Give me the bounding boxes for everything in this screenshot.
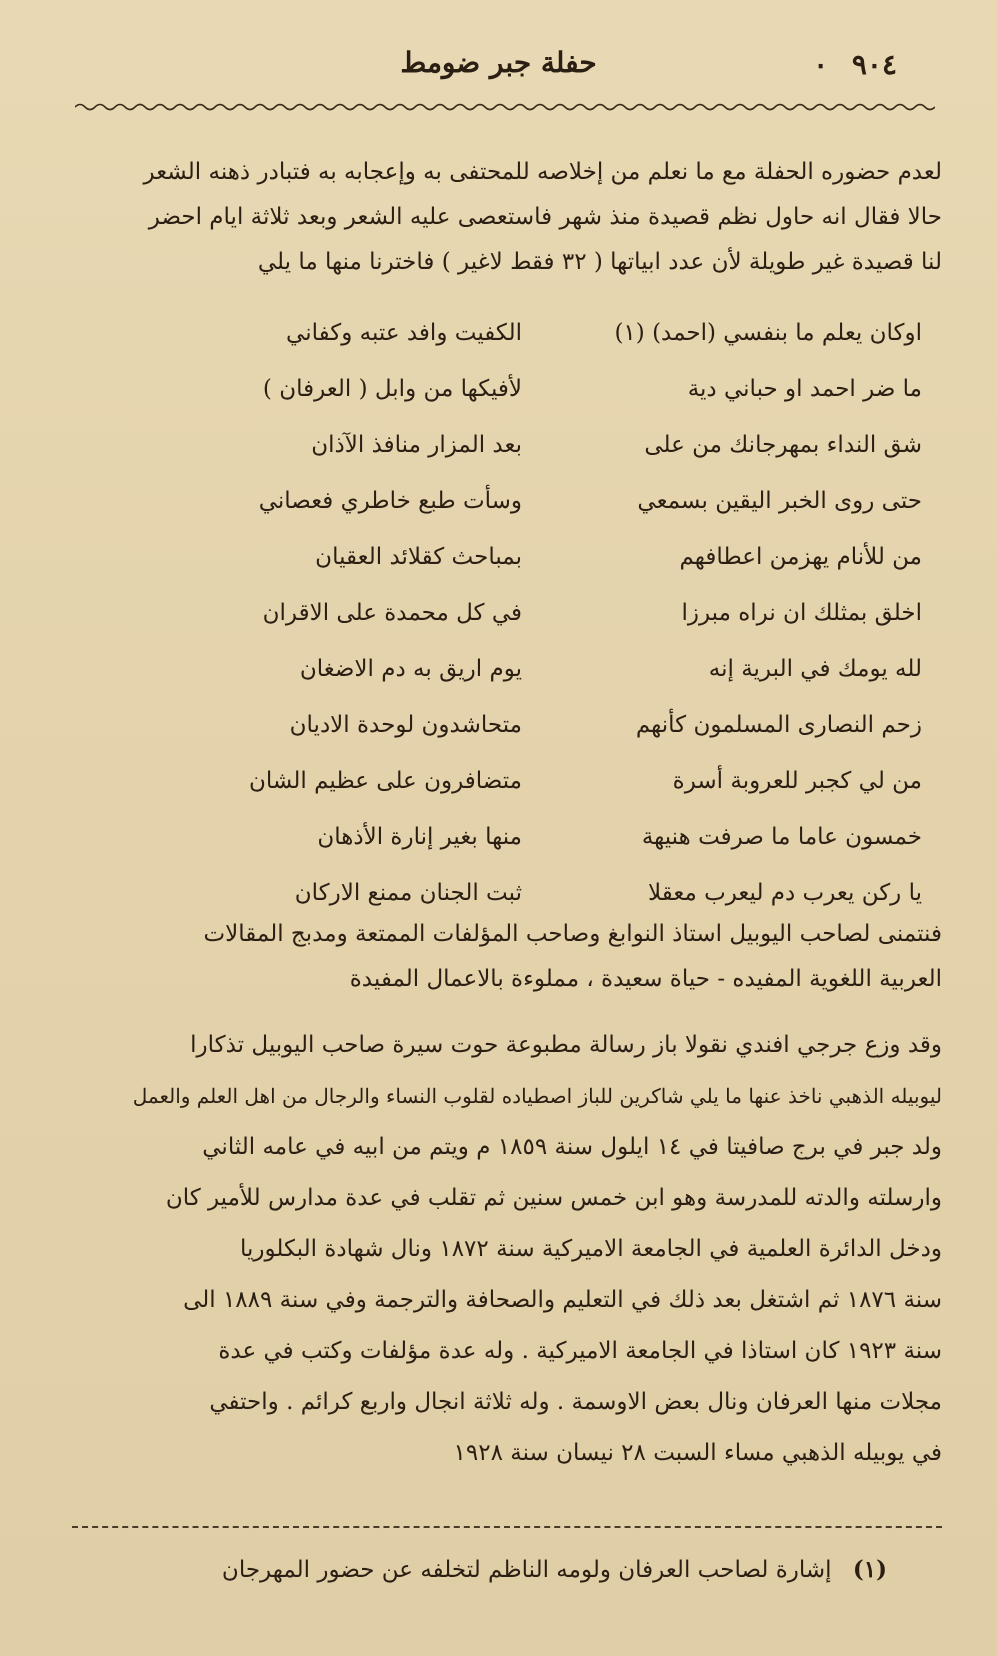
footnote-text: إشارة لصاحب العرفان ولومه الناظم لتخلفه عن حضور المهرجان (221, 1557, 832, 1583)
intro-line: لعدم حضوره الحفلة مع ما نعلم من إخلاصه للمحتفى به وإعجابه به فتبادر ذهنه الشعر (143, 159, 942, 185)
poem-verse (72, 824, 942, 880)
verse-second-hemistich: الكفيت وافد عتبه وكفاني (286, 320, 522, 346)
verse-first-hemistich: لله يومك في البرية إنه (708, 656, 922, 682)
bio-line: وقد وزع جرجي افندي نقولا باز رسالة مطبوعة حوت سيرة صاحب اليوبيل تذكارا (190, 1032, 942, 1058)
verse-first-hemistich: من لي كجبر للعروبة أسرة (672, 768, 922, 794)
verse-first-hemistich: زحم النصارى المسلمون كأنهم (635, 712, 922, 738)
verse-second-hemistich: في كل محمدة على الاقران (262, 600, 522, 626)
poem-verse (72, 768, 942, 824)
poem-verse (72, 712, 942, 768)
verse-second-hemistich: بمباحث كقلائد العقيان (315, 544, 522, 570)
bio-line: سنة ١٩٢٣ كان استاذا في الجامعة الاميركية . وله عدة مؤلفات وكتب في عدة (218, 1338, 942, 1364)
bio-line: سنة ١٨٧٦ ثم اشتغل بعد ذلك في التعليم والصحافة والترجمة وفي سنة ١٨٨٩ الى (183, 1287, 942, 1313)
verse-second-hemistich: بعد المزار منافذ الآذان (311, 432, 522, 458)
intro-line: حالا فقال انه حاول نظم قصيدة منذ شهر فاستعصى عليه الشعر وبعد ثلاثة ايام احضر (148, 204, 942, 230)
verse-first-hemistich: حتى روى الخبر اليقين بسمعي (637, 488, 922, 514)
page-number-separator: ٠ (813, 48, 829, 81)
verse-first-hemistich: يا ركن يعرب دم ليعرب معقلا (647, 880, 922, 906)
footnote-mark: (١) (852, 1556, 887, 1583)
verse-second-hemistich: لأفيكها من وابل ( العرفان ) (262, 376, 522, 402)
bio-line: ولد جبر في برج صافيتا في ١٤ ايلول سنة ١٨٥٩ م ويتم من ابيه في عامه الثاني (202, 1134, 942, 1160)
poem-verse (72, 544, 942, 600)
bio-line: وارسلته والدته للمدرسة وهو ابن خمس سنين ثم تقلب في عدة مدارس للأمير كان (165, 1185, 942, 1211)
verse-second-hemistich: منها بغير إنارة الأذهان (317, 824, 522, 850)
page-header (60, 40, 937, 90)
verse-second-hemistich: يوم اريق به دم الاضغان (299, 656, 522, 682)
intro-paragraph (72, 150, 942, 285)
running-title: حفلة جبر ضومط (400, 46, 597, 79)
footnote (222, 1556, 887, 1583)
poem-verse (72, 656, 942, 712)
verse-first-hemistich: خمسون عاما ما صرفت هنيهة (641, 824, 922, 850)
poem (72, 320, 942, 936)
bio-line: مجلات منها العرفان ونال بعض الاوسمة . وله ثلاثة انجال واربع كرائم . واحتفي (209, 1389, 942, 1415)
bio-line: ليوبيله الذهبي ناخذ عنها ما يلي شاكرين للباز اصطياده لقلوب النساء والرجال من اهل العلم والعمل (132, 1084, 942, 1108)
verse-first-hemistich: اخلق بمثلك ان نراه مبرزا (681, 600, 922, 626)
bio-line: ودخل الدائرة العلمية في الجامعة الاميركية سنة ١٨٧٢ ونال شهادة البكلوريا (239, 1236, 942, 1262)
page-number-value: ٩٠٤ (851, 48, 897, 81)
poem-verse (72, 432, 942, 488)
poem-verse (72, 488, 942, 544)
poem-verse (72, 600, 942, 656)
header-wavy-rule (75, 100, 935, 114)
biography-paragraph (72, 1020, 942, 1479)
bio-line: في يوبيله الذهبي مساء السبت ٢٨ نيسان سنة ١٩٢٨ (453, 1440, 942, 1466)
footnote-divider (72, 1526, 942, 1528)
closing-line: العربية اللغوية المفيده - حياة سعيدة ، مملوءة بالاعمال المفيدة (349, 966, 942, 992)
closing-line: فنتمنى لصاحب اليوبيل استاذ النوابغ وصاحب المؤلفات الممتعة ومدبج المقالات (203, 921, 942, 947)
poem-verse (72, 320, 942, 376)
intro-line: لنا قصيدة غير طويلة لأن عدد ابياتها ( ٣٢ فقط لاغير ) فاخترنا منها ما يلي (257, 249, 942, 275)
closing-paragraph (72, 912, 942, 1002)
verse-second-hemistich: متحاشدون لوحدة الاديان (289, 712, 522, 738)
verse-second-hemistich: متضافرون على عظيم الشان (249, 768, 522, 794)
verse-first-hemistich: ما ضر احمد او حباني دية (687, 376, 922, 402)
verse-second-hemistich: وسأت طبع خاطري فعصاني (258, 488, 522, 514)
verse-first-hemistich: شق النداء بمهرجانك من على (644, 432, 922, 458)
verse-second-hemistich: ثبت الجنان ممنع الاركان (294, 880, 522, 906)
verse-first-hemistich: من للأنام يهزمن اعطافهم (679, 544, 922, 570)
verse-first-hemistich: اوكان يعلم ما بنفسي (احمد) (١) (614, 320, 922, 346)
poem-verse (72, 376, 942, 432)
